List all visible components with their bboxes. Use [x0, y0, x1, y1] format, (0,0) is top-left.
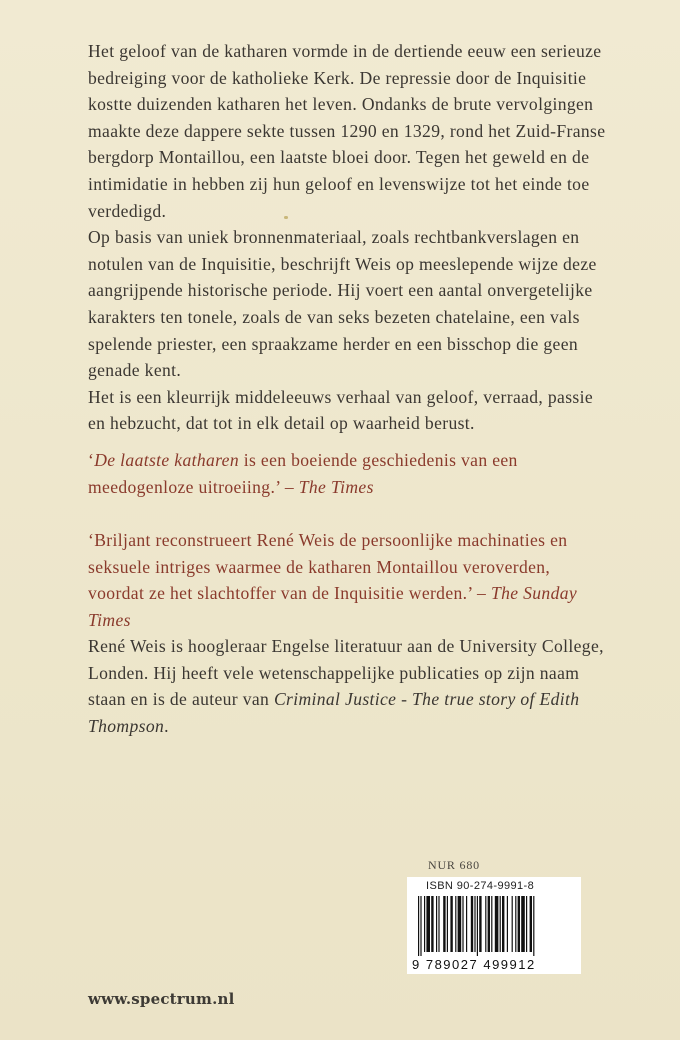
barcode-bar [485, 896, 486, 952]
barcode-bar [521, 896, 525, 952]
quote-source: The Sunday Times [88, 583, 578, 630]
quote-source: The Times [298, 476, 374, 497]
barcode-bar [518, 896, 520, 952]
barcode-bar [436, 896, 437, 952]
barcode-bar [479, 896, 481, 952]
quote-text: is een boeiende geschiedenis van een meedogenloze uitroeiing.’ – [88, 450, 518, 497]
barcode-bar [447, 896, 448, 952]
barcode-bar [450, 896, 452, 952]
blurb-paragraph-2: Op basis van uniek bronnenmateriaal, zoals rechtbankverslagen en notulen van de Inquisitie, beschrijft Weis op meeslepende wijze deze aangrijpende historische periode. Hij voert een aantal onvergetelijke karakters ten tonele, zoals de van seks bezeten chatelaine, een vals spelende priester, een spraakzame herder en een bisschop die geen genade kent. [88, 227, 597, 381]
barcode-bar [438, 896, 439, 952]
review-quote-sunday-times [88, 527, 608, 633]
barcode-bar [462, 896, 463, 952]
quote-text: ‘Briljant reconstrueert René Weis de persoonlijke machinaties en seksuele intriges waarmee de katharen Montaillou veroverden, voordat ze het slachtoffer van de Inquisitie werden.’ – [88, 530, 568, 604]
quote-open-mark: ‘ [88, 450, 95, 470]
barcode-bar [443, 896, 445, 952]
barcode-bar [477, 896, 478, 956]
barcode-bar [500, 896, 501, 952]
barcode-bar [533, 896, 534, 956]
isbn-label: ISBN 90-274-9991-8 [426, 880, 535, 892]
barcode-bar [512, 896, 513, 952]
book-blurb [88, 38, 608, 437]
author-book-title: Criminal Justice - The true story of Edith Thompson [88, 689, 580, 736]
publisher-website: www.spectrum.nl [88, 990, 235, 1008]
barcode [418, 896, 574, 956]
review-quote-times [88, 447, 608, 500]
barcode-bar [495, 896, 499, 952]
author-bio-end: . [164, 715, 169, 736]
barcode-bar [418, 896, 419, 956]
barcode-bar [424, 896, 425, 952]
barcode-bar [426, 896, 430, 952]
blurb-paragraph-1: Het geloof van de katharen vormde in de dertiende eeuw een serieuze bedreiging voor de katholieke Kerk. De repressie door de Inquisitie kostte duizenden katharen het leven. Ondanks de brute vervolgingen maakte deze dappere sekte tussen 1290 en 1329, rond het Zuid-Franse bergdorp Montaillou, een laatste bloei door. Tegen het geweld en de intimidatie in hebben zij hun geloof en levenswijze tot het einde toe verdedigd. [88, 41, 606, 221]
barcode-bar [526, 896, 527, 952]
nur-code: NUR 680 [428, 858, 480, 872]
author-bio-text: René Weis is hoogleraar Engelse literatuur aan de University College, Londen. Hij heeft vele wetenschappelijke publicaties op zijn naam staan en is de auteur van [88, 636, 604, 710]
barcode-bar [502, 896, 504, 952]
barcode-bar [474, 896, 475, 952]
barcode-bar [507, 896, 508, 952]
barcode-bar [466, 896, 467, 952]
quote-book-title: De laatste katharen [94, 450, 239, 470]
barcode-bar [455, 896, 456, 952]
barcode-bar [488, 896, 490, 952]
blurb-paragraph-3: Het is een kleurrijk middeleeuws verhaal van geloof, verraad, passie en hebzucht, dat tot in elk detail op waarheid berust. [88, 386, 593, 434]
barcode-bar [491, 896, 492, 952]
barcode-bar [471, 896, 473, 952]
barcode-bar [431, 896, 433, 952]
barcode-bar [458, 896, 462, 952]
barcode-bar [515, 896, 516, 952]
barcode-bar [530, 896, 532, 952]
author-bio [88, 633, 608, 739]
ean-number: 9 789027 499912 [412, 957, 536, 972]
barcode-bar [420, 896, 421, 956]
